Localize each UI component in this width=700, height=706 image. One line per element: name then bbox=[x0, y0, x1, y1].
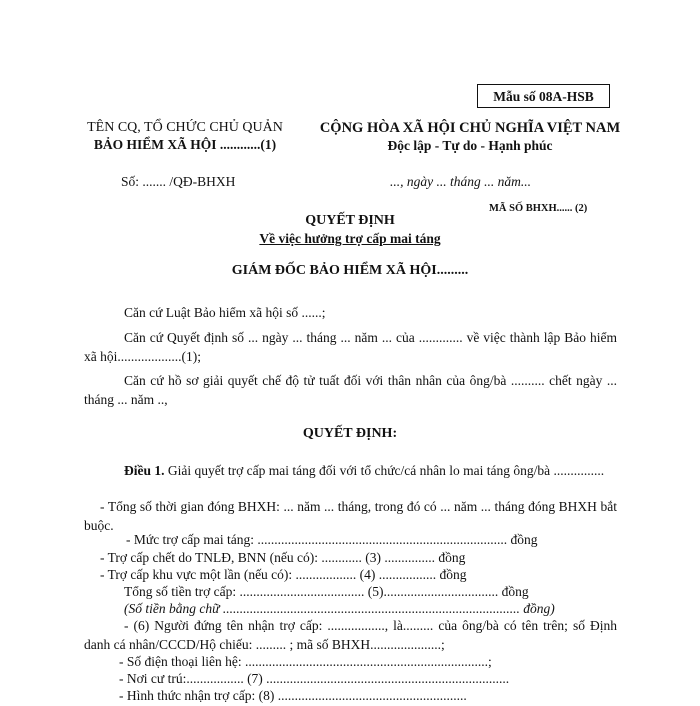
item-method: - Hình thức nhận trợ cấp: (8) ........................................................ bbox=[119, 688, 467, 703]
decision-number: Số: ....... /QĐ-BHXH bbox=[121, 174, 236, 189]
item-funeral-rate: - Mức trợ cấp mai táng: .......................................................................... đồng bbox=[126, 532, 538, 547]
article-1-text: Giải quyết trợ cấp mai táng đối với tổ chức/cá nhân lo mai táng ông/bà ............... bbox=[167, 463, 605, 478]
item-recipient-text: - (6) Người đứng tên nhận trợ cấp: ................., là......... của ông/bà có tên trên; số Định danh cá nhân/CCCD/Hộ chiếu: ......... ; mã số BHXH.....................; bbox=[84, 618, 617, 652]
national-motto: Độc lập - Tự do - Hạnh phúc bbox=[387, 138, 553, 153]
item-contribution bbox=[84, 498, 617, 535]
legal-basis-1-text: Căn cứ Luật Bảo hiểm xã hội số ......; bbox=[124, 305, 326, 320]
item-residence: - Nơi cư trú:................. (7) ........................................................................ bbox=[119, 671, 510, 686]
document-subject-text: Về việc hưởng trợ cấp mai táng bbox=[259, 231, 441, 246]
article-1-label: Điều 1. bbox=[124, 463, 165, 478]
issuing-authority: GIÁM ĐỐC BẢO HIỂM XÃ HỘI......... bbox=[231, 263, 469, 278]
agency-subordinate: BẢO HIỂM XÃ HỘI ............(1) bbox=[93, 137, 277, 152]
item-recipient bbox=[84, 617, 617, 654]
legal-basis-1 bbox=[84, 304, 617, 323]
item-regional: - Trợ cấp khu vực một lần (nếu có): .................. (4) ................. đồng bbox=[100, 567, 467, 582]
document-title: QUYẾT ĐỊNH bbox=[305, 213, 395, 228]
article-1 bbox=[84, 462, 617, 481]
item-contribution-text: - Tổng số thời gian đóng BHXH: ... năm ... tháng, trong đó có ... năm ... tháng đóng BHXH bắt buộc. bbox=[84, 499, 617, 533]
insurance-code: MÃ SỐ BHXH...... (2) bbox=[489, 203, 588, 214]
item-in-words: (Số tiền bằng chữ ........................................................................................ đồng) bbox=[124, 601, 555, 616]
item-occupational: - Trợ cấp chết do TNLĐ, BNN (nếu có): ............ (3) ............... đồng bbox=[100, 550, 466, 565]
item-phone: - Số điện thoại liên hệ: ........................................................................; bbox=[119, 654, 492, 669]
legal-basis-3-text: Căn cứ hồ sơ giải quyết chế độ tử tuất đối với thân nhân của ông/bà .......... chết ngày ... tháng ... năm .., bbox=[84, 373, 617, 407]
legal-basis-2-text: Căn cứ Quyết định số ... ngày ... tháng ... năm ... của ............. về việc thành lập Bảo hiểm xã hội...................(1); bbox=[84, 330, 617, 364]
legal-basis-2 bbox=[84, 329, 617, 366]
item-total: Tổng số tiền trợ cấp: ..................................... (5).................................. đồng bbox=[124, 584, 529, 599]
document-subject bbox=[200, 231, 500, 247]
agency-name: TÊN CQ, TỔ CHỨC CHỦ QUẢN bbox=[87, 120, 283, 135]
legal-basis-3 bbox=[84, 372, 617, 409]
decision-date: ..., ngày ... tháng ... năm... bbox=[390, 174, 531, 189]
form-code-box: Mẫu số 08A-HSB bbox=[477, 84, 610, 108]
decision-heading: QUYẾT ĐỊNH: bbox=[302, 426, 398, 441]
national-title: CỘNG HÒA XÃ HỘI CHỦ NGHĨA VIỆT NAM bbox=[319, 120, 621, 136]
